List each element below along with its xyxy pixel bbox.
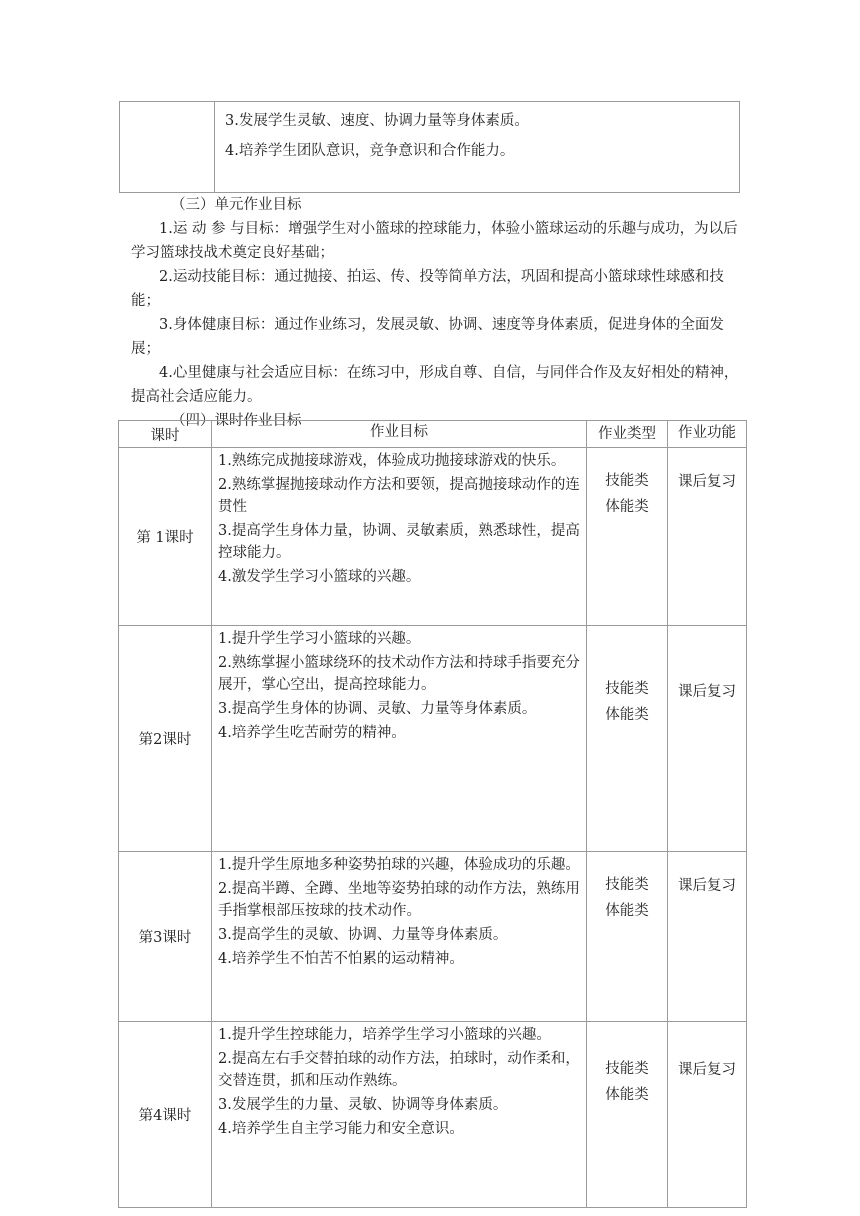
lesson-cell: 第2课时	[119, 626, 212, 852]
goal-item: 4.培养学生团队意识，竞争意识和合作能力。	[225, 143, 515, 159]
goal-cell	[212, 1022, 587, 1208]
unit-homework-goals	[131, 193, 741, 433]
type-cell	[587, 448, 668, 626]
goal-item: 3.发展学生的力量、灵敏、协调等身体素质。	[218, 1097, 508, 1113]
goal-item: 1.提升学生原地多种姿势拍球的兴趣，体验成功的乐趣。	[218, 857, 580, 873]
goal-cell	[212, 626, 587, 852]
function-cell: 课后复习	[668, 1022, 747, 1208]
lesson-cell: 第4课时	[119, 1022, 212, 1208]
type-cell	[587, 852, 668, 1022]
header-lesson: 课时	[119, 421, 212, 448]
goal-cell	[212, 448, 587, 626]
lesson-cell: 第3课时	[119, 852, 212, 1022]
lesson-goals-table	[118, 420, 747, 1208]
goal-item: 4.培养学生不怕苦不怕累的运动精神。	[218, 951, 464, 967]
table-row	[119, 1022, 747, 1208]
function-cell: 课后复习	[668, 852, 747, 1022]
type-fitness: 体能类	[605, 707, 649, 723]
table-row	[119, 626, 747, 852]
type-fitness: 体能类	[605, 1087, 649, 1103]
section-heading: （四）课时作业目标	[171, 413, 302, 429]
type-fitness: 体能类	[605, 903, 649, 919]
goal-item: 3.提高学生的灵敏、协调、力量等身体素质。	[218, 927, 508, 943]
goal-item: 3.提高学生身体的协调、灵敏、力量等身体素质。	[218, 701, 537, 717]
goal-item: 4.培养学生吃苦耐劳的精神。	[218, 725, 406, 741]
function-cell: 课后复习	[668, 626, 747, 852]
type-skill: 技能类	[605, 877, 649, 893]
table-row	[119, 852, 747, 1022]
type-fitness: 体能类	[605, 499, 649, 515]
goal-item: 3.发展学生灵敏、速度、协调力量等身体素质。	[225, 113, 529, 129]
goal-item: 4.激发学生学习小篮球的兴趣。	[218, 569, 421, 585]
goal-item: 3.提高学生身体力量，协调、灵敏素质，熟悉球性，提高控球能力。	[218, 523, 580, 561]
type-cell	[587, 1022, 668, 1208]
goal-item: 2.提高左右手交替拍球的动作方法，拍球时，动作柔和，交替连贯，抓和压动作熟练。	[218, 1051, 580, 1089]
goal-paragraph: 3.身体健康目标：通过作业练习，发展灵敏、协调、速度等身体素质，促进身体的全面发展；	[131, 317, 724, 357]
header-function: 作业功能	[668, 421, 747, 448]
continued-table	[119, 101, 740, 193]
goal-item: 2.熟练掌握小篮球绕环的技术动作方法和持球手指要充分展开，掌心空出，提高控球能力。	[218, 655, 580, 693]
lesson-cell: 第 1课时	[119, 448, 212, 626]
table-header-row	[119, 421, 747, 448]
goal-item: 1.熟练完成抛接球游戏，体验成功抛接球游戏的快乐。	[218, 453, 566, 469]
type-cell	[587, 626, 668, 852]
goal-item: 2.提高半蹲、全蹲、坐地等姿势拍球的动作方法，熟练用手指掌根部压按球的技术动作。	[218, 881, 580, 919]
continued-table-left-cell	[120, 102, 215, 192]
goal-paragraph: 4.心里健康与社会适应目标：在练习中，形成自尊、自信，与同伴合作及友好相处的精神，提高社会适应能力。	[131, 365, 739, 405]
goal-paragraph: 1.运 动 参 与目标：增强学生对小篮球的控球能力，体验小篮球运动的乐趣与成功，为以后学习篮球技战术奠定良好基础；	[131, 221, 738, 261]
header-type: 作业类型	[587, 421, 668, 448]
type-skill: 技能类	[605, 1061, 649, 1077]
section-heading: （三）单元作业目标	[171, 197, 302, 213]
goal-item: 4.培养学生自主学习能力和安全意识。	[218, 1121, 464, 1137]
goal-item: 1.提升学生学习小篮球的兴趣。	[218, 631, 421, 647]
header-goal: 作业目标	[212, 421, 587, 448]
type-skill: 技能类	[605, 681, 649, 697]
goal-item: 1.提升学生控球能力，培养学生学习小篮球的兴趣。	[218, 1027, 551, 1043]
type-skill: 技能类	[605, 473, 649, 489]
goal-item: 2.熟练掌握抛接球动作方法和要领，提高抛接球动作的连贯性	[218, 477, 580, 515]
goal-cell	[212, 852, 587, 1022]
table-row	[119, 448, 747, 626]
function-cell: 课后复习	[668, 448, 747, 626]
goal-paragraph: 2.运动技能目标：通过抛接、拍运、传、投等简单方法，巩固和提高小篮球球性球感和技能；	[131, 269, 724, 309]
continued-table-goals-cell	[225, 108, 733, 168]
